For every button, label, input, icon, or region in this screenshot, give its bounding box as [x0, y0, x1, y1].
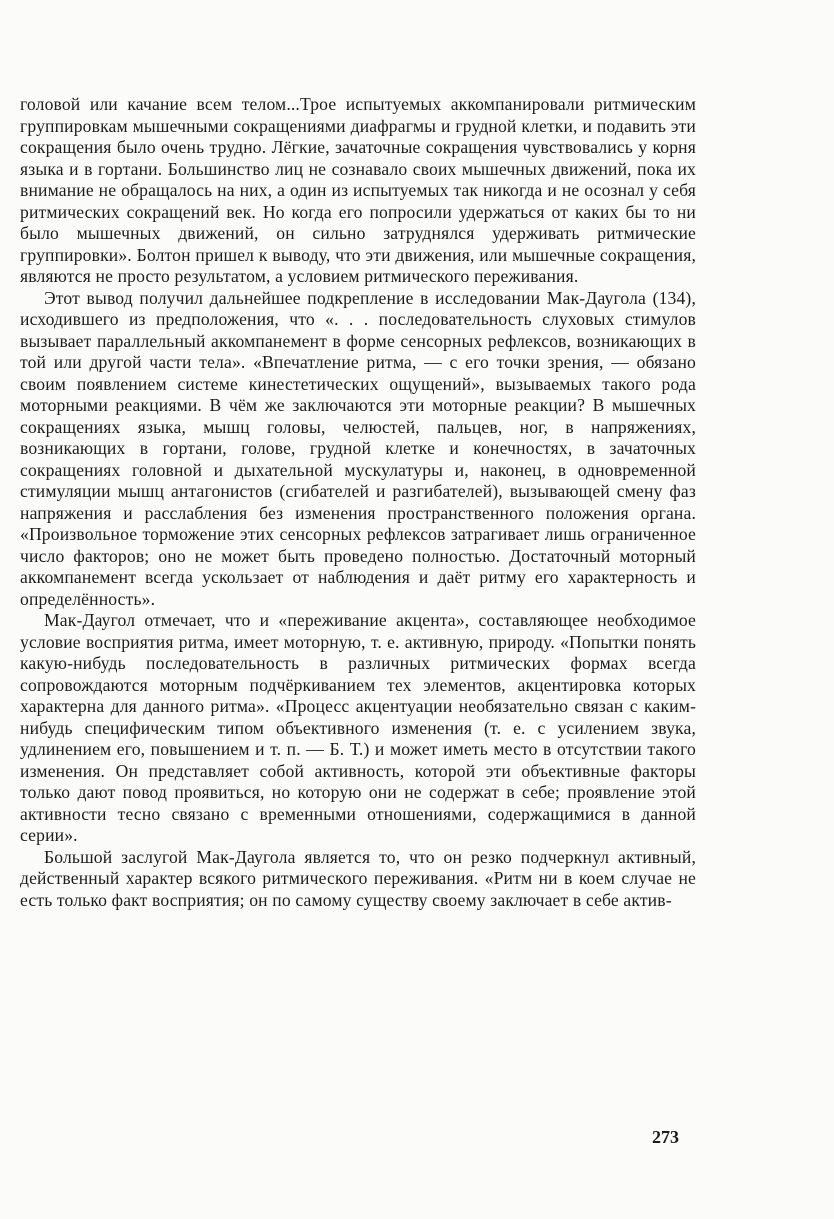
paragraph-1: головой или качание всем телом...Трое испытуемых аккомпанировали ритмическим группировкам мышечными сокращениями диафрагмы и грудной клетки, и подавить эти сокращения было очень трудно. Лёгкие, зачаточные сокращения чувствовались у корня языка и в гортани. Большинство лиц не сознавало своих мышечных движений, пока их внимание не обращалось на них, а один из испытуемых так никогда и не осознал у себя ритмических сокращений век. Но когда его попросили удержаться от каких бы то ни было мышечных движений, он сильно затруднялся удерживать ритмические группировки». Болтон пришел к выводу, что эти движения, или мышечные сокращения, являются не просто результатом, а условием ритмического переживания. — [20, 94, 696, 286]
page-number: 273 — [652, 1127, 679, 1147]
paragraph-3: Мак-Даугол отмечает, что и «переживание акцента», составляющее необходимое условие восприятия ритма, имеет моторную, т. е. активную, природу. «Попытки понять какую-нибудь последовательность в различных ритмических формах всегда сопровождаются моторным подчёркиванием тех элементов, акцентировка которых характерна для данного ритма». «Процесс акцентуации необязательно связан с каким-нибудь специфическим типом объективного изменения (т. е. с усилением звука, удлинением его, повышением и т. п. — Б. Т.) и может иметь место в отсутствии такого изменения. Он представляет собой активность, которой эти объективные факторы только дают повод проявиться, но которую они не содержат в себе; проявление этой активности тесно связано с временными отношениями, содержащимися в данной серии». — [20, 610, 696, 845]
paragraph-2: Этот вывод получил дальнейшее подкрепление в исследовании Мак-Даугола (134), исходившего из предположения, что «. . . последовательность слуховых стимулов вызывает параллельный аккомпанемент в форме сенсорных рефлексов, возникающих в той или другой части тела». «Впечатление ритма, — с его точки зрения, — обязано своим появлением системе кинестетических ощущений», вызываемых такого рода моторными реакциями. В чём же заключаются эти моторные реакции? В мышечных сокращениях языка, мышц головы, челюстей, пальцев, ног, в напряжениях, возникающих в гортани, голове, грудной клетке и конечностях, в зачаточных сокращениях головной и дыхательной мускулатуры и, наконец, в одновременной стимуляции мышц антагонистов (сгибателей и разгибателей), вызывающей смену фаз напряжения и расслабления без изменения пространственного положения органа. «Произвольное торможение этих сенсорных рефлексов затрагивает лишь ограниченное число факторов; оно не может быть проведено полностью. Достаточный моторный аккомпанемент всегда ускользает от наблюдения и даёт ритму его характерность и определённость». — [20, 287, 696, 609]
paragraph-4: Большой заслугой Мак-Даугола является то, что он резко подчеркнул активный, действенный характер всякого ритмического переживания. «Ритм ни в коем случае не есть только факт восприятия; он по самому существу своему заключает в себе актив- — [20, 846, 696, 910]
body-text — [20, 94, 696, 911]
